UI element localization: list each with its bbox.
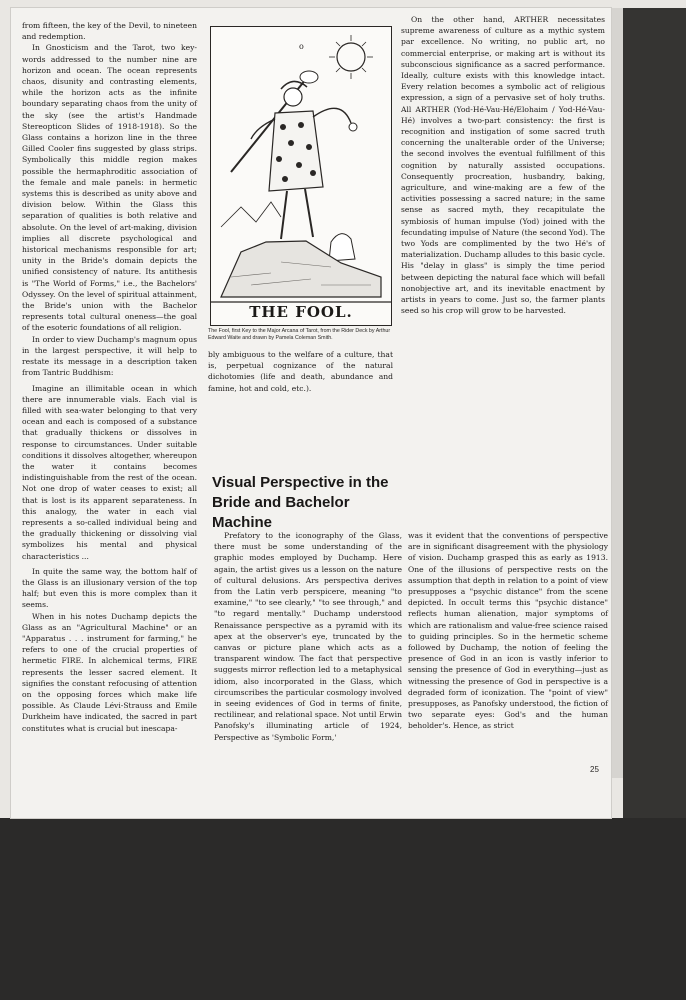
figure-caption: The Fool, first Key to the Major Arcana of Tarot, from the Rider Deck by Arthur Edward Waite and drawn by Pamela Coleman Smith. <box>208 328 391 341</box>
paragraph: bly ambiguous to the welfare of a culture, that is, perpetual cognizance of the natural dichotomies (life and death, abundance and famine, hot and cold, etc.). <box>208 350 393 393</box>
svg-text:o: o <box>299 42 304 51</box>
paragraph: In quite the same way, the bottom half of the Glass is an illusionary version of the top half; but even this is more complex than it seems. <box>22 566 197 610</box>
card-title: THE FOOL. <box>249 303 353 321</box>
paragraph: On the other hand, ARTHER necessitates supreme awareness of culture as a mythic system par excellence. No writing, no public art, no commercial enterprise, or making art is without its subconscious significance as a sacred performance. Ideally, culture exists with this knowledge intact. Every relation becomes a symbolic act of religious expression, a sign of a pervasive set of holy truths. All ARTHER (Yod-Hé-Vau-Hé/Elohaim / Yod-Hé-Vau-Hé) involves a two-part consistency: the first is recognition and instigation of some sacred truth concerning the unalterable order of the Universe; the second involves the eventual fulfillment of this cognition by naturally assisted occupations. Consequently procreation, husbandry, baking, agriculture, and wine-making are a few of the activities possessing a sacred nature; in the same sense as sacred myth, they recapitulate the symbiosis of human impulse (Yod) joined with the fecundating impulse of Nature (the second Yod). The two Yods are complimented by the two Hé's of materialization. Duchamp alludes to this basic cycle. His "delay in glass" is simply the time period between depicting the natural face which will befall nonobjective art, and its inevitable enactment by artists in years to come. Just so, the farmer plants seed so his crop will grow to be harvested. <box>401 15 605 316</box>
background-right-edge <box>623 8 686 818</box>
page-edge-strip <box>611 8 623 778</box>
column-middle-top <box>208 349 393 394</box>
page-number: 25 <box>590 765 599 774</box>
paragraph: Prefatory to the iconography of the Glass, there must be some understanding of the graphic modes employed by Duchamp. Here again, the artist gives us a lesson on the nature of cultural delusions. Ars perspectiva derives from the Latin verb perspicere, meaning "to examine," "to see clearly," "to see through," and "to regard mentally." Duchamp understood Renaissance perspective as a pyramid with its apex at the observer's eye, truncated by the canvas or picture plane which acts as a transparent window. The fact that perspective suggests mirror reflection led to a metaphysical idiom, also incorporated in the Glass, which circumscribes the particular cosmology involved in seeing evidences of God in terms of finite, rectilinear, and relational space. Not until Erwin Panofsky's illuminating article of 1924, Perspective as 'Symbolic Form,' <box>214 531 402 742</box>
block-quote: Imagine an illimitable ocean in which there are innumerable vials. Each vial is filled with sea-water belonging to that very ocean and each is composed of a substance that gradually thickens or dissolves in response to circumstances. Under suitable conditions it dissolves altogether, whereupon the water it contains becomes indistinguishable from the rest of the ocean. Not one drop of water ceases to exist; all that is lost is its apparent separateness. In this analogy, the water in each vial represents a so-called individual being and the gradually thickening or dissolving vial symbolizes his mental and physical characteristics ... <box>22 383 197 561</box>
background-dark-table <box>0 818 686 1000</box>
tarot-fool-illustration <box>210 26 392 326</box>
paragraph: When in his notes Duchamp depicts the Glass as an "Agricultural Machine" or an "Apparatus . . . instrument for farming," he refers to one of the crucial properties of hermetic FIRE. In alchemical terms, FIRE represents the lesser sacred element. It signifies the constant refocusing of attention on the opposing forces which make life possible. As Claude Lévi-Strauss and Emile Durkheim have indicated, the sacred in part constitutes what is crucial but inescapa- <box>22 611 197 733</box>
paragraph: In Gnosticism and the Tarot, two key-words addressed to the number nine are horizon and ocean. The ocean represents chaos, disunity and contrasting elements, while the horizon acts as the infinite boundary separating chaos from the unity of the sky (see the artist's Handmade Stereopticon Slides of 1918-1918). So the Glass contains a horizon line in the three Gilled Cooler fins suggested by glass strips. Symbolically this middle region makes possible the hermaphroditic association of the female and male panels: in hermetic systems this is described as unity above and division below. Within the Glass this separation of qualities is both relative and absolute. On the level of art-making, division implies all discrete psychological and historical mechanisms responsible for art; unity in the Bride's domain depicts the unified consistency of nature. Its antithesis is "The World of Forms," i.e., the Bachelors' Odyssey. On the level of spiritual attainment, the Bride's union with the Bachelor represents total cultural oneness—the goal of the esoteric foundations of all religion. <box>22 43 197 333</box>
column-left <box>22 20 197 734</box>
paragraph: from fifteen, the key of the Devil, to nineteen and redemption. <box>22 21 197 42</box>
column-right-top <box>401 14 605 316</box>
paragraph: In order to view Duchamp's magnum opus in the largest perspective, it will help to restate its message in a description taken from Tantric Buddhism: <box>22 334 197 378</box>
fool-card-drawing <box>211 27 391 325</box>
paragraph: was it evident that the conventions of perspective are in significant disagreement with the physiology of vision. Duchamp grasped this as early as 1913. One of the illusions of perspective rests on the assumption that depth in relation to a point of view presupposes a "psychic distance" from the scene depicted. In occult terms this "psychic distance" reflects human alienation, major symptoms of which are rationalism and value-free science raised to guiding principles. So in the hermetic scheme followed by Duchamp, the notion of feeling the presence of God in an icon is vastly inferior to sensing the presence of God in everything—just as witnessing the presence of God in perspective is a degraded form of iconization. The "point of view" presupposes, as Panofsky understood, the fiction of two separate eyes: God's and the human beholder's. Hence, as strict <box>408 531 608 731</box>
column-right-bottom <box>408 530 608 732</box>
section-heading: Visual Perspective in the Bride and Bachelor Machine <box>212 474 389 531</box>
column-middle-bottom <box>214 530 402 743</box>
